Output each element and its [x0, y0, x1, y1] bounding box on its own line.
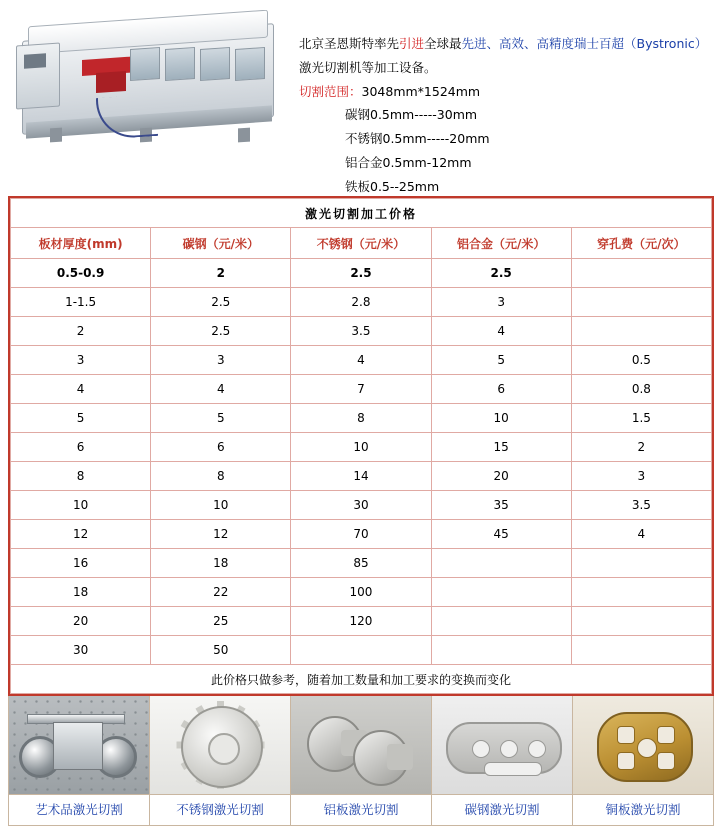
gallery-caption: 碳钢激光切割: [432, 794, 572, 825]
column-header-aluminium-alloy: 铝合金（元/米）: [431, 228, 571, 259]
table-row: [11, 520, 712, 549]
cell-carbon-steel: 18: [151, 549, 291, 578]
sample-gallery: [8, 696, 714, 826]
column-header-carbon-steel: 碳钢（元/米）: [151, 228, 291, 259]
brass-hole: [657, 752, 675, 770]
table-note-row: [11, 665, 712, 694]
cell-aluminium-alloy: 15: [431, 433, 571, 462]
price-table-container: [8, 196, 714, 696]
cell-aluminium-alloy: 5: [431, 346, 571, 375]
brass-hole: [617, 752, 635, 770]
table-title: 激光切割加工价格: [11, 199, 712, 228]
gallery-item: [150, 696, 291, 826]
cell-aluminium-alloy: [431, 636, 571, 665]
cell-carbon-steel: 25: [151, 607, 291, 636]
cell-stainless-steel: 70: [291, 520, 431, 549]
gallery-caption: 铝板激光切割: [291, 794, 431, 825]
plate-slot: [484, 762, 542, 776]
cell-piercing-fee: [571, 259, 711, 288]
cell-piercing-fee: 0.5: [571, 346, 711, 375]
cell-thickness: 6: [11, 433, 151, 462]
spec-iron-plate: 铁板0.5--25mm: [345, 178, 440, 194]
stainless-gear-photo: [150, 696, 290, 794]
table-row: [11, 288, 712, 317]
cell-piercing-fee: 3.5: [571, 491, 711, 520]
gallery-item: [573, 696, 714, 826]
spec-carbon-steel: 碳钢0.5mm-----30mm: [345, 107, 478, 123]
machine-red-panel-lower: [96, 71, 126, 93]
machine-window: [130, 47, 160, 81]
plate-hole: [472, 740, 490, 758]
aluminium-parts-photo: [291, 696, 431, 794]
intro-text-part2: 全球最: [424, 36, 462, 51]
plate-hole: [528, 740, 546, 758]
cell-carbon-steel: 50: [151, 636, 291, 665]
cell-thickness: 20: [11, 607, 151, 636]
gallery-item: [432, 696, 573, 826]
cutting-range-value: 3048mm*1524mm: [361, 83, 481, 99]
cell-stainless-steel: 14: [291, 462, 431, 491]
table-row: [11, 549, 712, 578]
table-title-row: [11, 199, 712, 228]
cell-stainless-steel: 4: [291, 346, 431, 375]
intro-text-emphasis-1: 引进: [399, 36, 425, 51]
gallery-item: [291, 696, 432, 826]
cell-thickness: 12: [11, 520, 151, 549]
cell-thickness: 10: [11, 491, 151, 520]
machine-window: [235, 47, 265, 81]
brass-center-hole: [637, 738, 657, 758]
brass-plate-photo: [573, 696, 713, 794]
cell-aluminium-alloy: 20: [431, 462, 571, 491]
machine-control-screen: [24, 53, 46, 69]
brass-hole: [657, 726, 675, 744]
gallery-item: [9, 696, 150, 826]
art-block: [53, 722, 103, 770]
cell-carbon-steel: 10: [151, 491, 291, 520]
table-row: [11, 578, 712, 607]
cell-stainless-steel: 7: [291, 375, 431, 404]
cell-carbon-steel: 8: [151, 462, 291, 491]
cell-stainless-steel: 2.5: [291, 259, 431, 288]
cell-stainless-steel: [291, 636, 431, 665]
table-row: [11, 346, 712, 375]
cell-piercing-fee: [571, 288, 711, 317]
cell-aluminium-alloy: 2.5: [431, 259, 571, 288]
machine-cable: [96, 94, 158, 140]
cell-thickness: 1-1.5: [11, 288, 151, 317]
plate-hole: [500, 740, 518, 758]
cutting-range-line: [299, 80, 716, 104]
gallery-caption: 铜板激光切割: [573, 794, 713, 825]
table-row: [11, 375, 712, 404]
cell-piercing-fee: 4: [571, 520, 711, 549]
machine-window: [200, 47, 230, 81]
table-row: [11, 259, 712, 288]
cell-carbon-steel: 2.5: [151, 317, 291, 346]
steel-plate: [446, 722, 562, 774]
cell-carbon-steel: 22: [151, 578, 291, 607]
cell-thickness: 30: [11, 636, 151, 665]
cell-stainless-steel: 2.8: [291, 288, 431, 317]
art-piece-photo: [9, 696, 149, 794]
intro-text-block: [285, 10, 716, 198]
table-row: [11, 636, 712, 665]
cell-carbon-steel: 4: [151, 375, 291, 404]
cell-carbon-steel: 5: [151, 404, 291, 433]
intro-text-part1: 北京圣恩斯特率先: [299, 36, 400, 51]
machine-leg: [238, 128, 250, 143]
header-section: [0, 0, 722, 196]
cell-aluminium-alloy: 35: [431, 491, 571, 520]
cell-thickness: 2: [11, 317, 151, 346]
cell-thickness: 3: [11, 346, 151, 375]
table-row: [11, 317, 712, 346]
intro-line-2: 激光切割机等加工设备。: [299, 59, 437, 75]
table-row: [11, 433, 712, 462]
brass-part: [597, 712, 693, 782]
cell-thickness: 4: [11, 375, 151, 404]
machine-window: [165, 47, 195, 81]
cell-stainless-steel: 85: [291, 549, 431, 578]
cell-piercing-fee: [571, 607, 711, 636]
cell-thickness: 5: [11, 404, 151, 433]
cell-aluminium-alloy: 45: [431, 520, 571, 549]
laser-machine-photo: [10, 10, 285, 170]
cell-aluminium-alloy: 10: [431, 404, 571, 433]
cell-piercing-fee: [571, 636, 711, 665]
cell-carbon-steel: 3: [151, 346, 291, 375]
spec-aluminium-alloy: 铝合金0.5mm-12mm: [345, 154, 472, 170]
price-table: [10, 198, 712, 694]
cell-stainless-steel: 30: [291, 491, 431, 520]
table-row: [11, 404, 712, 433]
gallery-caption: 不锈钢激光切割: [150, 794, 290, 825]
cell-piercing-fee: 1.5: [571, 404, 711, 433]
gear-body: [181, 706, 263, 788]
brass-hole: [617, 726, 635, 744]
column-header-thickness: 板材厚度(mm): [11, 228, 151, 259]
cell-thickness: 16: [11, 549, 151, 578]
cell-piercing-fee: [571, 578, 711, 607]
cell-stainless-steel: 100: [291, 578, 431, 607]
cell-stainless-steel: 3.5: [291, 317, 431, 346]
table-row: [11, 462, 712, 491]
aluminium-c-part: [353, 730, 409, 786]
intro-line-1: [299, 32, 716, 56]
cell-piercing-fee: [571, 549, 711, 578]
carbon-steel-plate-photo: [432, 696, 572, 794]
price-note: 此价格只做参考，随着加工数量和加工要求的变换而变化: [11, 665, 712, 694]
table-row: [11, 607, 712, 636]
cell-piercing-fee: 3: [571, 462, 711, 491]
cell-aluminium-alloy: [431, 549, 571, 578]
machine-leg: [50, 128, 62, 143]
gallery-caption: 艺术品激光切割: [9, 794, 149, 825]
column-header-piercing-fee: 穿孔费（元/次）: [571, 228, 711, 259]
column-header-stainless-steel: 不锈钢（元/米）: [291, 228, 431, 259]
intro-text-emphasis-2: 先进、高效、高精度瑞士百超（Bystronic）: [461, 36, 708, 51]
cell-aluminium-alloy: 3: [431, 288, 571, 317]
cell-carbon-steel: 2.5: [151, 288, 291, 317]
cell-thickness: 8: [11, 462, 151, 491]
cell-stainless-steel: 120: [291, 607, 431, 636]
cell-thickness: 18: [11, 578, 151, 607]
cutting-range-label: 切割范围：: [299, 83, 362, 99]
table-header-row: [11, 228, 712, 259]
cell-carbon-steel: 12: [151, 520, 291, 549]
cell-carbon-steel: 2: [151, 259, 291, 288]
machine-control-cabinet: [16, 42, 60, 109]
cell-stainless-steel: 8: [291, 404, 431, 433]
table-row: [11, 491, 712, 520]
spec-stainless-steel: 不锈钢0.5mm-----20mm: [345, 131, 490, 146]
cell-aluminium-alloy: 6: [431, 375, 571, 404]
cell-aluminium-alloy: [431, 607, 571, 636]
cell-carbon-steel: 6: [151, 433, 291, 462]
cell-piercing-fee: 0.8: [571, 375, 711, 404]
cell-aluminium-alloy: [431, 578, 571, 607]
cell-thickness: 0.5-0.9: [11, 259, 151, 288]
cell-piercing-fee: [571, 317, 711, 346]
cell-aluminium-alloy: 4: [431, 317, 571, 346]
cell-stainless-steel: 10: [291, 433, 431, 462]
cell-piercing-fee: 2: [571, 433, 711, 462]
